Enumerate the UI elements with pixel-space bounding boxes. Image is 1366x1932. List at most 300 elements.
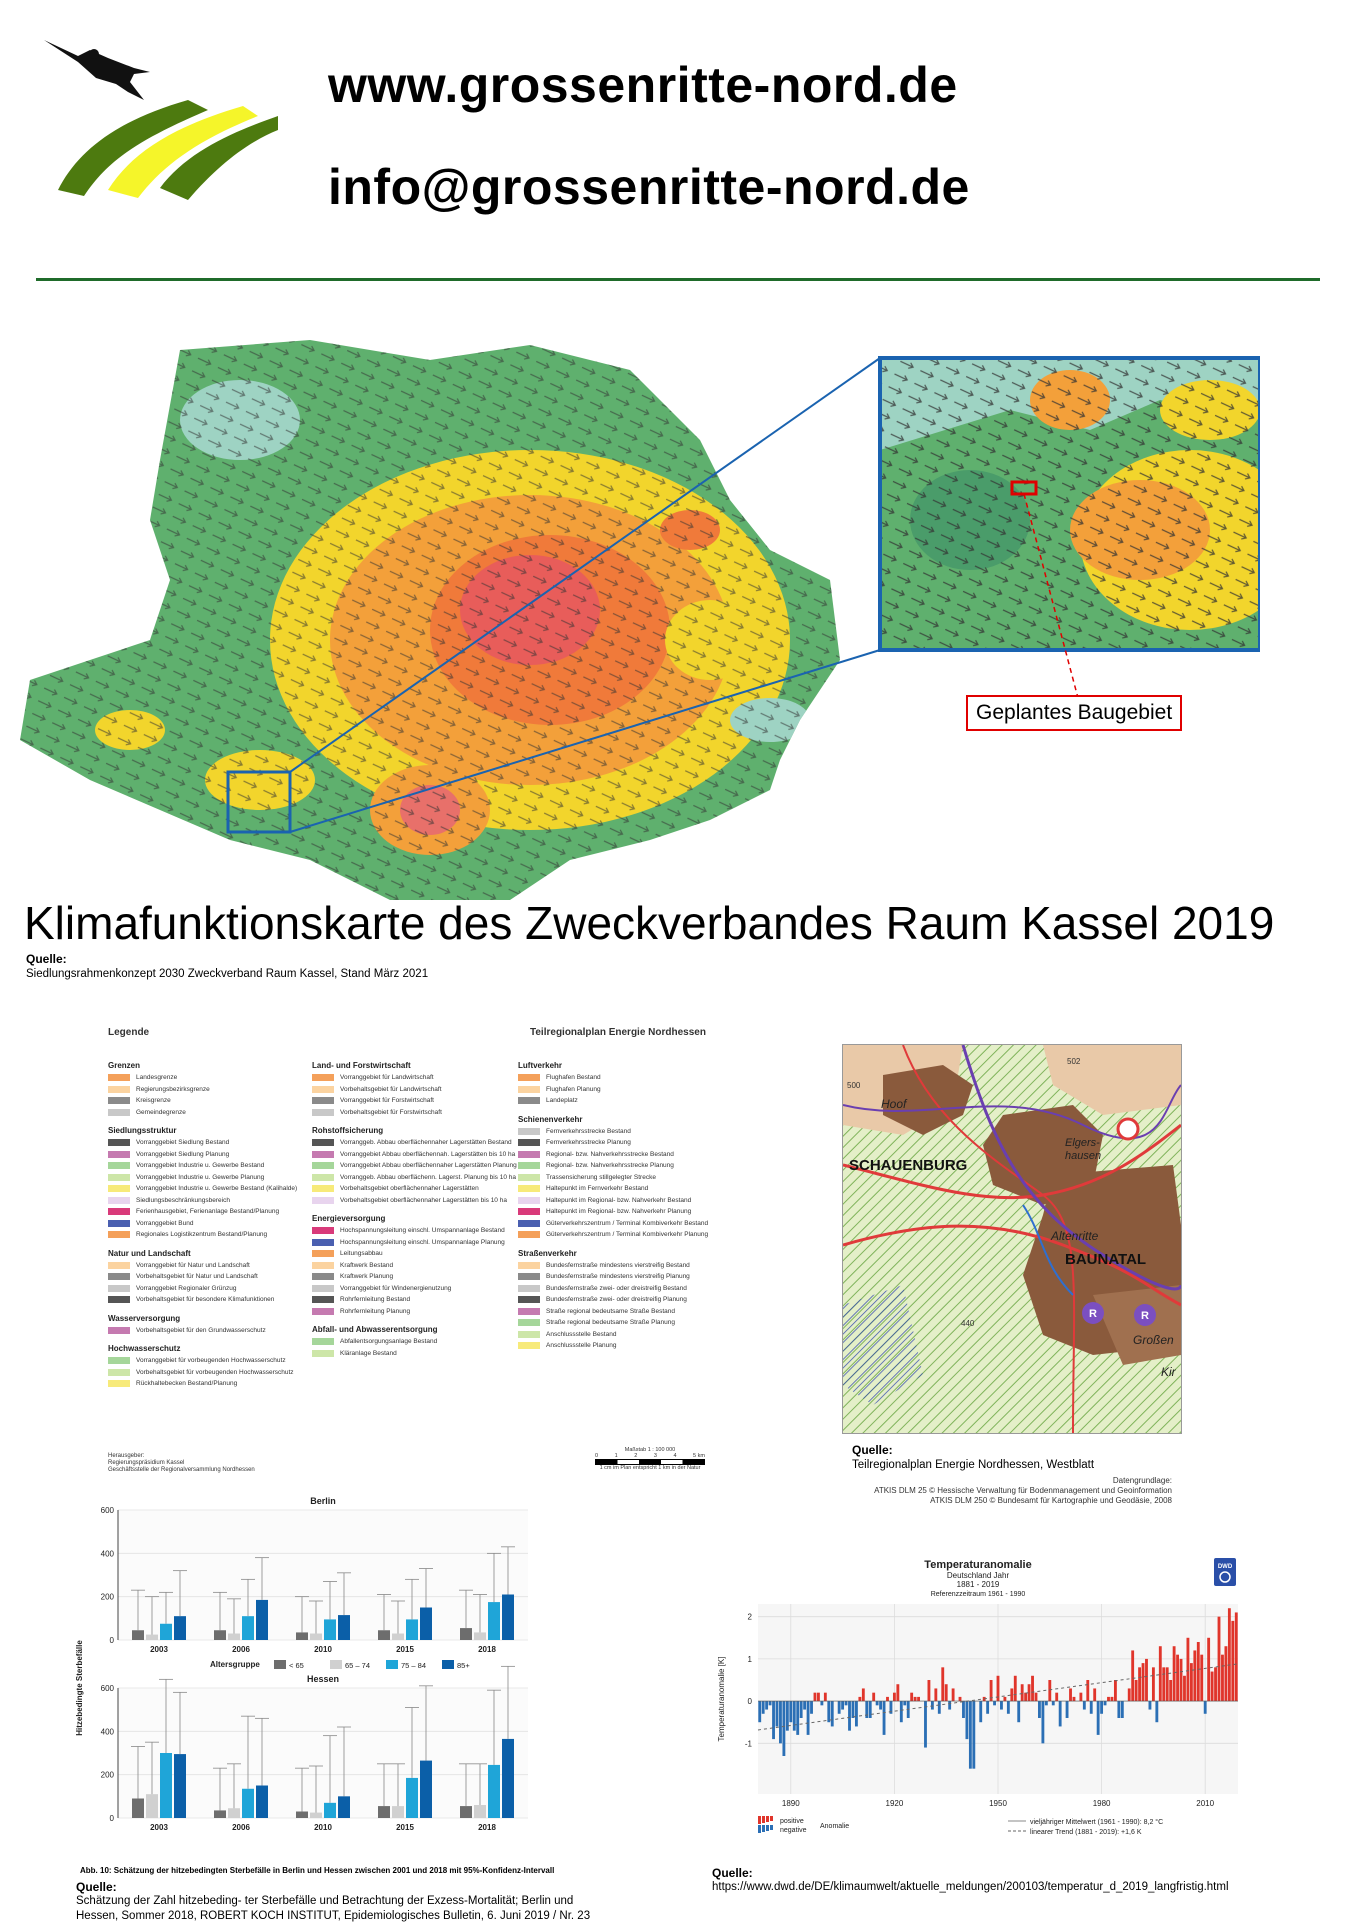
legend-item [108, 1097, 171, 1104]
anomaly-bar [762, 1701, 765, 1714]
legend-swatch [312, 1086, 334, 1093]
label-baunatal: BAUNATAL [1065, 1251, 1147, 1268]
legend-swatch [108, 1074, 130, 1081]
legend-item [518, 1342, 616, 1349]
anomaly-bar [965, 1701, 968, 1739]
legend-swatch [518, 1231, 540, 1238]
legend-swatch [518, 1197, 540, 1204]
y-tick-label: -1 [744, 1739, 752, 1749]
legend-item [518, 1185, 648, 1192]
legend-heading: Luftverkehr [518, 1061, 563, 1070]
x-tick-label: 2010 [314, 1645, 332, 1654]
y-tick-label: 600 [100, 1684, 114, 1693]
contact-email[interactable]: info@grossenritte-nord.de [328, 159, 970, 215]
legend-item-label: Straße regional bedeutsame Straße Planung [546, 1319, 675, 1326]
anomaly-bar [1117, 1701, 1120, 1718]
legend-swatch [518, 1174, 540, 1181]
anomaly-bar [924, 1701, 927, 1747]
legend-heading: Energieversorgung [312, 1214, 386, 1223]
legend-heading: Schienenverkehr [518, 1114, 583, 1124]
legend-swatch [518, 1273, 540, 1280]
anomaly-bar [814, 1693, 817, 1701]
anomaly-bar [769, 1701, 772, 1705]
anomaly-bar [855, 1701, 858, 1726]
map-source-text: Siedlungsrahmenkonzept 2030 Zweckverband Raum Kassel, Stand März 2021 [26, 968, 429, 980]
bar [406, 1778, 418, 1818]
anomaly-bar [782, 1701, 785, 1756]
anomaly-bar [1221, 1655, 1224, 1701]
legend-item [108, 1220, 193, 1227]
anomaly-bar [1152, 1667, 1155, 1701]
anomaly-bar [1097, 1701, 1100, 1735]
panel-title: Berlin [310, 1496, 336, 1506]
anomaly-bar [845, 1701, 848, 1705]
legend-swatch [518, 1074, 540, 1081]
data-basis-line-2: ATKIS DLM 250 © Bundesamt für Kartographie und Geodäsie, 2008 [930, 1496, 1172, 1505]
plan-legend [100, 1025, 720, 1475]
anomaly-bar [1155, 1701, 1158, 1722]
legend-plan-title: Teilregionalplan Energie Nordhessen [530, 1027, 706, 1038]
legend-item-label: Gemeindegrenze [136, 1108, 186, 1116]
legend-item [312, 1174, 516, 1181]
y-tick-label: 200 [100, 1592, 114, 1602]
legend-item [518, 1139, 631, 1146]
legend-item-label: Bundesfernstraße mindestens vierstreifig Bestand [546, 1261, 690, 1269]
legend-item [108, 1262, 250, 1269]
legend-swatch [312, 1074, 334, 1081]
chart-years: 1881 - 2019 [956, 1580, 1000, 1589]
anomaly-bar [910, 1693, 913, 1701]
y-tick-label: 0 [747, 1697, 752, 1707]
website-url[interactable]: www.grossenritte-nord.de [328, 57, 958, 113]
label-hoof: Hoof [881, 1097, 907, 1111]
anomaly-bar [1204, 1701, 1207, 1714]
legend-item-label: Vorranggeb. Abbau oberflächenn. Lagerst. Planung bis 10 ha [340, 1173, 516, 1181]
x-tick-label: 1980 [1092, 1799, 1111, 1808]
eagle-icon [44, 40, 150, 100]
anomaly-bar [893, 1693, 896, 1701]
legend-item-label: Kreisgrenze [136, 1097, 171, 1104]
legend-label: < 65 [289, 1661, 304, 1670]
legend-swatch [108, 1273, 130, 1280]
anomaly-bar [1052, 1701, 1055, 1705]
legend-item [312, 1139, 512, 1146]
anomaly-bar [1162, 1667, 1165, 1701]
anomaly-bar [765, 1701, 768, 1709]
legend-item [518, 1151, 674, 1158]
legend-heading: Hochwasserschutz [108, 1344, 181, 1353]
anomaly-bar [852, 1701, 855, 1718]
legend-positive-label: positive [780, 1818, 804, 1825]
anomaly-bar [903, 1701, 906, 1705]
x-tick-label: 1890 [781, 1799, 800, 1808]
legend-swatch [770, 1816, 773, 1821]
publisher-label: Herausgeber: [108, 1453, 145, 1459]
legend-item [312, 1109, 442, 1116]
anomaly-bar [1166, 1667, 1169, 1701]
legend-item-label: Hochspannungsleitung einschl. Umspannanlage Bestand [340, 1227, 505, 1234]
dwd-source-label: Quelle: [712, 1866, 753, 1880]
y-axis-label: Temperaturanomalie [K] [717, 1656, 726, 1742]
anomaly-bar [896, 1684, 899, 1701]
panel-title: Hessen [306, 1674, 340, 1684]
anomaly-bar [1021, 1684, 1024, 1701]
legend-heading: Siedlungsstruktur [108, 1126, 177, 1135]
anomaly-bar [800, 1701, 803, 1718]
legend-swatch [312, 1273, 334, 1280]
bar [378, 1806, 390, 1818]
legend-item-label: Vorranggebiet für Forstwirtschaft [340, 1097, 434, 1104]
anomaly-bar [1069, 1688, 1072, 1701]
y-tick-label: 200 [100, 1770, 114, 1780]
scale-tick: 4 [673, 1453, 677, 1459]
label-502: 502 [1067, 1057, 1081, 1066]
scale-note: 1 cm im Plan entspricht 1 km in der Natur [599, 1465, 701, 1471]
anomaly-bar [817, 1693, 820, 1701]
legend-swatch [108, 1296, 130, 1303]
anomaly-bar [1207, 1638, 1210, 1701]
anomaly-bar [1235, 1612, 1238, 1701]
legend-item-label: Vorranggebiet Siedlung Bestand [136, 1139, 230, 1146]
map-title: Klimafunktionskarte des Zweckverbandes Raum Kassel 2019 [24, 897, 1275, 949]
legend-item-label: Haltepunkt im Regional- bzw. Nahverkehr Planung [546, 1208, 692, 1215]
bar [146, 1635, 158, 1640]
legend-item [518, 1331, 616, 1338]
chart-subtitle: Deutschland Jahr [946, 1571, 1010, 1580]
scale-tick: 1 [614, 1453, 618, 1459]
x-tick-label: 2006 [232, 1823, 250, 1832]
anomaly-bar [959, 1697, 962, 1701]
legend-item-label: Vorranggebiet Abbau oberflächennah. Lagerstätten bis 10 ha [340, 1150, 516, 1158]
bar [488, 1602, 500, 1640]
legend-swatch [108, 1220, 130, 1227]
legend-item [518, 1097, 578, 1104]
legend-item [312, 1285, 451, 1292]
legend-item [312, 1151, 515, 1158]
legend-item-label: Haltepunkt im Fernverkehr Bestand [546, 1185, 649, 1192]
anomaly-bar [972, 1701, 975, 1769]
y-tick-label: 400 [100, 1727, 114, 1737]
legend-swatch [518, 1342, 540, 1349]
legend-swatch [108, 1162, 130, 1169]
legend-item [312, 1338, 437, 1345]
legend-swatch [108, 1262, 130, 1269]
anomaly-bar [1000, 1701, 1003, 1709]
rki-source-text: Schätzung der Zahl hitzebeding- ter Sterbefälle und Betrachtung der Exzess-Mortalität; Berlin und Hessen, Sommer 2018, ROBERT KOCH INSTITUT, Epidemiologisches Bulletin, 6. Juni 2019 / Nr. 23 [76, 1895, 591, 1922]
publisher-name: Regierungspräsidium Kassel [108, 1460, 185, 1466]
legend-heading: Land- und Forstwirtschaft [312, 1061, 411, 1070]
legend-swatch [518, 1208, 540, 1215]
anomaly-bar [1079, 1693, 1082, 1701]
legend-item [108, 1174, 264, 1181]
anomaly-bar [1180, 1659, 1183, 1701]
legend-swatch [312, 1139, 334, 1146]
legend-item [108, 1273, 258, 1280]
legend-item-label: Vorbehaltsgebiet für den Grundwasserschutz [136, 1326, 266, 1334]
legend-item-label: Regional- bzw. Nahverkehrsstrecke Bestand [546, 1150, 674, 1158]
scale-tick: 5 km [693, 1453, 705, 1459]
bar [420, 1761, 432, 1818]
legend-swatch [518, 1220, 540, 1227]
anomaly-bar [1214, 1667, 1217, 1701]
x-tick-label: 2010 [1196, 1799, 1215, 1808]
anomaly-bar [914, 1697, 917, 1701]
legend-item-label: Vorranggebiet Industrie u. Gewerbe Bestand [136, 1162, 265, 1169]
anomaly-bar [1228, 1608, 1231, 1701]
anomaly-bar [928, 1680, 931, 1701]
legend-swatch [312, 1338, 334, 1345]
anomaly-bar [776, 1701, 779, 1726]
legend-item-label: Vorranggeb. Abbau oberflächennaher Lagerstätten Bestand [340, 1139, 512, 1146]
legend-swatch [108, 1097, 130, 1104]
legend-item [108, 1197, 230, 1204]
bar [338, 1796, 350, 1818]
bar [474, 1632, 486, 1640]
anomaly-bar [1041, 1701, 1044, 1743]
legend-item-label: Anschlussstelle Planung [546, 1342, 617, 1349]
legend-swatch [518, 1285, 540, 1292]
legend-item [108, 1185, 297, 1192]
legend-swatch [766, 1825, 769, 1831]
bar [310, 1813, 322, 1818]
svg-text:R: R [1089, 1308, 1097, 1320]
legend-item-label: Kläranlage Bestand [340, 1349, 397, 1357]
legend-item-label: Vorranggebiet für Landwirtschaft [340, 1074, 434, 1081]
legend-swatch [108, 1109, 130, 1116]
legend-item [312, 1074, 434, 1081]
legend-trend-label: linearer Trend (1881 - 2019): +1,6 K [1030, 1829, 1142, 1836]
anomaly-bar [1183, 1676, 1186, 1701]
legend-swatch [770, 1825, 773, 1830]
anomaly-bar [1211, 1672, 1214, 1702]
anomaly-bar [1128, 1688, 1131, 1701]
x-tick-label: 2018 [478, 1645, 496, 1654]
legend-label: 65 – 74 [345, 1661, 371, 1670]
legend-swatch [108, 1174, 130, 1181]
anomaly-bar [772, 1701, 775, 1739]
legend-item [518, 1174, 656, 1181]
legend-swatch [762, 1825, 765, 1832]
anomaly-bar [879, 1701, 882, 1709]
bar [214, 1630, 226, 1640]
anomaly-bar [1187, 1638, 1190, 1701]
legend-heading: Rohstoffsicherung [312, 1126, 384, 1135]
legend-item-label: Fernverkehrsstrecke Planung [546, 1139, 631, 1146]
anomaly-bar [900, 1701, 903, 1722]
x-tick-label: 2003 [150, 1823, 168, 1832]
legend-item-label: Hochspannungsleitung einschl. Umspannanlage Planung [340, 1238, 505, 1246]
legend-item [312, 1296, 410, 1303]
legend-item-label: Vorranggebiet Siedlung Planung [136, 1150, 230, 1158]
legend-swatch [108, 1151, 130, 1158]
legend-label: 85+ [457, 1661, 470, 1670]
legend-item [108, 1139, 229, 1146]
bar [502, 1739, 514, 1818]
data-basis-line-1: ATKIS DLM 25 © Hessische Verwaltung für Bodenmanagement und Geoinformation [874, 1486, 1172, 1495]
anomaly-bar [969, 1701, 972, 1769]
dwd-logo-text: DWD [1217, 1564, 1233, 1570]
legend-item-label: Kraftwerk Bestand [340, 1261, 394, 1269]
anomaly-bar [1007, 1701, 1010, 1714]
legend-item [312, 1262, 393, 1269]
anomaly-bar [1190, 1663, 1193, 1701]
legend-item-label: Vorranggebiet Industrie u. Gewerbe Planung [136, 1173, 265, 1181]
legend-item-label: Vorbehaltsgebiet für besondere Klimafunktionen [136, 1296, 275, 1303]
anomaly-bar [1131, 1650, 1134, 1701]
chart-reference: Referenzzeitraum 1961 - 1990 [930, 1591, 1026, 1598]
legend-swatch [758, 1816, 761, 1824]
legend-swatch [518, 1151, 540, 1158]
legend-item-label: Landesgrenze [136, 1074, 178, 1081]
anomaly-bar [810, 1701, 813, 1714]
legend-item [518, 1208, 691, 1215]
bar [338, 1615, 350, 1640]
scale-tick: 2 [634, 1453, 638, 1459]
anomaly-bar [1135, 1680, 1138, 1701]
x-tick-label: 2003 [150, 1645, 168, 1654]
anomaly-bar [1038, 1701, 1041, 1718]
legend-item [518, 1319, 675, 1326]
legend-item [518, 1086, 601, 1093]
legend-item [312, 1239, 505, 1246]
legend-swatch [312, 1285, 334, 1292]
legend-swatch [312, 1097, 334, 1104]
bar [296, 1632, 308, 1640]
anomaly-bar [1017, 1701, 1020, 1722]
temperature-anomaly-chart [708, 1556, 1248, 1856]
legend-item [518, 1296, 687, 1303]
anomaly-bar [952, 1688, 955, 1701]
legend-item-label: Vorranggebiet für Natur und Landschaft [136, 1261, 250, 1269]
legend-swatch [108, 1185, 130, 1192]
anomaly-bar [1083, 1701, 1086, 1709]
legend-item [108, 1285, 236, 1292]
legend-item [312, 1197, 507, 1204]
legend-swatch [518, 1296, 540, 1303]
legend-item-label: Vorranggebiet Regionaler Grünzug [136, 1284, 237, 1292]
bar [256, 1786, 268, 1819]
legend-item [108, 1162, 264, 1169]
planned-area-callout: Geplantes Baugebiet [966, 695, 1182, 731]
legend-item [518, 1197, 691, 1204]
legend-heading: Straßenverkehr [518, 1248, 577, 1258]
legend-item-label: Vorbehaltsgebiet oberflächennaher Lagerstätten [340, 1185, 479, 1192]
legend-item-label: Flughafen Bestand [546, 1074, 601, 1081]
anomaly-bar [1145, 1659, 1148, 1701]
legend-heading: Abfall- und Abwasserentsorgung [312, 1325, 438, 1334]
legend-swatch [312, 1239, 334, 1246]
legend-item-label: Vorranggebiet für Windenergienutzung [340, 1284, 452, 1292]
legend-item-label: Vorbehaltsgebiet für Landwirtschaft [340, 1085, 442, 1093]
bar [460, 1806, 472, 1818]
bar [378, 1630, 390, 1640]
anomaly-bar [1200, 1655, 1203, 1701]
legend-swatch [312, 1185, 334, 1192]
rki-source-label: Quelle: [76, 1880, 117, 1894]
data-basis-title: Datengrundlage: [1112, 1476, 1172, 1485]
anomaly-bar [1100, 1701, 1103, 1714]
legend-swatch [442, 1660, 454, 1669]
legend-swatch [312, 1227, 334, 1234]
anomaly-bar [807, 1701, 810, 1735]
heat-deaths-chart [70, 1488, 540, 1868]
legend-anomalie-label: Anomalie [820, 1823, 850, 1830]
header-divider [36, 278, 1320, 281]
legend-swatch [274, 1660, 286, 1669]
legend-item-label: Vorranggebiet Industrie u. Gewerbe Bestand (Kalihalde) [136, 1185, 298, 1192]
legend-item-label: Bundesfernstraße zwei- oder dreistreifig Bestand [546, 1284, 687, 1292]
legend-swatch [312, 1250, 334, 1257]
anomaly-bar [827, 1701, 830, 1722]
legend-swatch [108, 1086, 130, 1093]
x-tick-label: 2006 [232, 1645, 250, 1654]
bar [392, 1634, 404, 1641]
label-kir: Kir [1161, 1365, 1176, 1379]
legend-swatch [518, 1319, 540, 1326]
map-source-label: Quelle: [26, 952, 67, 966]
anomaly-bar [883, 1701, 886, 1735]
legend-heading: Natur und Landschaft [108, 1248, 191, 1258]
anomaly-bar [848, 1701, 851, 1731]
legend-item [312, 1227, 505, 1234]
x-tick-label: 2010 [314, 1823, 332, 1832]
legend-item-label: Regionales Logistikzentrum Bestand/Planung [136, 1231, 268, 1238]
legend-item-label: Anschlussstelle Bestand [546, 1330, 617, 1338]
legend-item [518, 1128, 631, 1135]
legend-swatch [330, 1660, 342, 1669]
anomaly-bar [986, 1701, 989, 1714]
legend-heading: Wasserversorgung [108, 1313, 181, 1323]
anomaly-bar [858, 1697, 861, 1701]
legend-item-label: Regierungsbezirksgrenze [136, 1085, 210, 1093]
anomaly-bar [1059, 1701, 1062, 1726]
anomaly-bar [1114, 1680, 1117, 1701]
anomaly-bar [1073, 1697, 1076, 1701]
legend-item [108, 1296, 274, 1303]
anomaly-bar [1224, 1646, 1227, 1701]
legend-item-label: Vorbehaltsgebiet für vorbeugenden Hochwasserschutz [136, 1368, 294, 1376]
bar [474, 1805, 486, 1818]
legend-mean-label: vieljähriger Mittelwert (1961 - 1990): 8,2 °C [1030, 1819, 1164, 1826]
anomaly-bar [938, 1701, 941, 1714]
scale-tick: 3 [653, 1453, 657, 1459]
anomaly-bar [1173, 1646, 1176, 1701]
legend-swatch [108, 1139, 130, 1146]
bar [256, 1600, 268, 1640]
legend-item-label: Straße regional bedeutsame Straße Bestand [546, 1307, 675, 1315]
y-axis-label: Hitzebedingte Sterbefälle [75, 1640, 84, 1736]
bar [296, 1812, 308, 1819]
legend-swatch [108, 1380, 130, 1387]
legend-item [518, 1285, 687, 1292]
anomaly-bar [1111, 1697, 1114, 1701]
legend-item-label: Güterverkehrszentrum / Terminal Kombiverkehr Planung [546, 1231, 709, 1238]
legend-item-label: Güterverkehrszentrum / Terminal Kombiverkehr Bestand [546, 1219, 709, 1227]
publisher-office: Geschäftsstelle der Regionalversammlung Nordhessen [108, 1467, 255, 1473]
legend-swatch [312, 1296, 334, 1303]
legend-item [108, 1357, 286, 1364]
bar [228, 1808, 240, 1818]
legend-title: Altersgruppe [210, 1660, 260, 1669]
legend-item [108, 1086, 210, 1093]
legend-item-label: Ferienhausgebiet, Ferienanlage Bestand/Planung [136, 1208, 280, 1215]
bar [174, 1616, 186, 1640]
bar [160, 1753, 172, 1818]
svg-text:R: R [1141, 1310, 1149, 1322]
anomaly-bar [1031, 1676, 1034, 1701]
anomaly-bar [803, 1701, 806, 1709]
legend-item-label: Rückhaltebecken Bestand/Planung [136, 1380, 238, 1387]
